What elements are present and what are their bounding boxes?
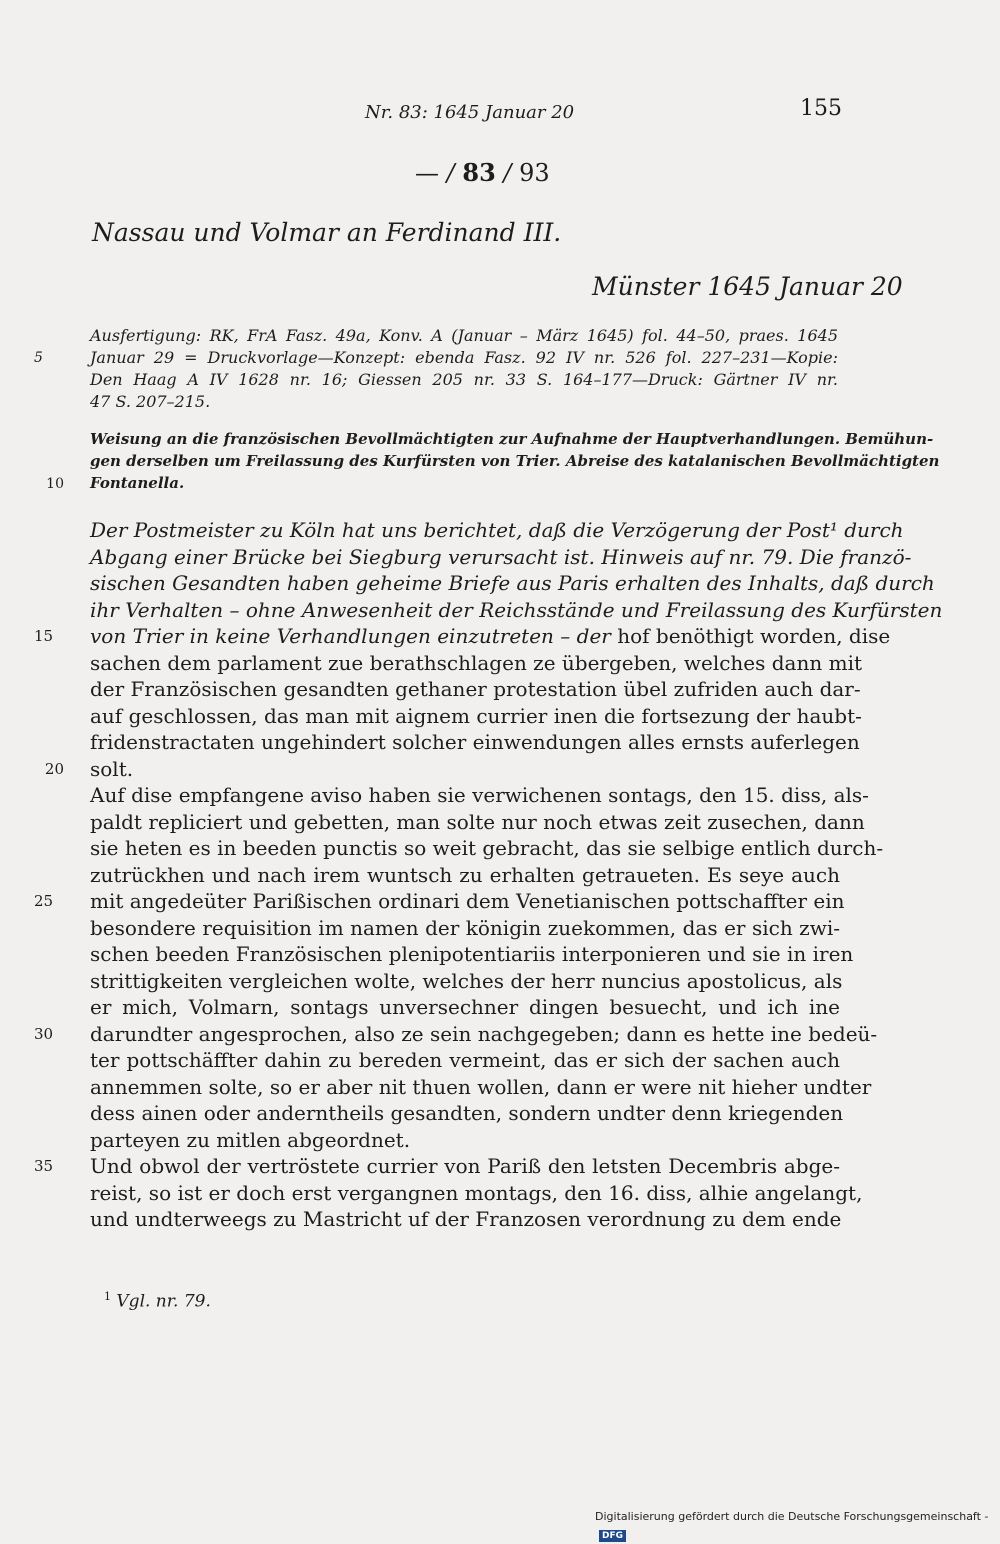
body-line: 15 von Trier in keine Verhandlungen einzutreten – der hof benöthigt worden, dise — [34, 624, 891, 648]
body-line: sachen dem parlament zue berathschlagen ze übergeben, welches dann mit — [90, 650, 863, 675]
line-number: 10 — [46, 476, 64, 492]
body-line: 35 Und obwol der vertröstete currier von Pariß den letsten Decembris abge- — [34, 1154, 840, 1178]
body-line: sischen Gesandten haben geheime Briefe aus Paris erhalten des Inhalts, daß durch — [90, 571, 935, 595]
body-line: ter pottschäffter dahin zu bereden vermeint, das er sich der sachen auch — [90, 1048, 840, 1072]
funding-notice — [595, 1506, 1000, 1541]
dfg-logo: DFG — [599, 1530, 626, 1542]
doc-number-dash: — — [415, 159, 439, 187]
body-line: 20 solt. — [90, 757, 133, 781]
source-line: 47 S. 207–215. — [90, 392, 211, 411]
footnote-mark: 1 — [104, 1290, 111, 1303]
body-line: er mich, Volmarn, sontags unversechner dingen besuecht, und ich ine — [90, 995, 840, 1019]
footnote — [104, 1290, 211, 1312]
body-line: besondere requisition im namen der königin zuekommen, das er sich zwi- — [90, 915, 840, 940]
regest-line: gen derselben um Freilassung des Kurfürsten von Trier. Abreise des katalanischen Bevollmächtigten — [90, 452, 940, 470]
body-line: Der Postmeister zu Köln hat uns berichtet, daß die Verzögerung der Post¹ durch — [90, 518, 904, 542]
running-title: Nr. 83: 1645 Januar 20 — [365, 102, 575, 123]
line-number: 25 — [34, 892, 54, 910]
line-number: 15 — [34, 627, 54, 645]
body-line: Auf dise empfangene aviso haben sie verwichenen sontags, den 15. diss, als- — [90, 783, 869, 807]
body-line: reist, so ist er doch erst vergangnen montags, den 16. diss, alhie angelangt, — [90, 1180, 863, 1205]
doc-number-separator: / — [446, 159, 455, 187]
running-head — [0, 96, 1000, 132]
regest-line: Weisung an die französischen Bevollmächtigten zur Aufnahme der Hauptverhandlungen. Bemühun- — [90, 430, 934, 448]
source-line: Den Haag A IV 1628 nr. 16; Giessen 205 nr. 33 S. 164–177—Druck: Gärtner IV nr. — [90, 370, 838, 389]
source-line: 5 Januar 29 = Druckvorlage—Konzept: ebenda Fasz. 92 IV nr. 526 fol. 227–231—Kopie: — [34, 348, 838, 367]
body-line: Abgang einer Brücke bei Siegburg verursacht ist. Hinweis auf nr. 79. Die franzö- — [90, 544, 912, 569]
body-line: dess ainen oder anderntheils gesandten, sondern undter denn kriegenden — [90, 1101, 844, 1125]
body-line: und undterweegs zu Mastricht uf der Franzosen verordnung zu dem ende — [90, 1207, 842, 1231]
footnote-text: Vgl. nr. 79. — [116, 1291, 211, 1312]
body-line: fridenstractaten ungehindert solcher einwendungen alles ernsts auferlegen — [90, 730, 860, 754]
body-line: auf geschlossen, das man mit aignem currier inen die fortsezung der haubt- — [90, 703, 862, 728]
doc-number-primary: 83 — [462, 158, 496, 187]
funding-text: Digitalisierung gefördert durch die Deutsche Forschungsgemeinschaft - — [595, 1510, 989, 1523]
place-date: Münster 1645 Januar 20 — [592, 272, 903, 301]
line-number: 35 — [34, 1157, 54, 1175]
source-line: Ausfertigung: RK, FrA Fasz. 49a, Konv. A (Januar – März 1645) fol. 44–50, praes. 1645 — [90, 326, 838, 345]
page-number: 155 — [800, 96, 842, 121]
body-line: schen beeden Französischen plenipotentiariis interponieren und sie in iren — [90, 942, 854, 966]
document-number — [415, 158, 550, 187]
body-line: zutrückhen und nach irem wuntsch zu erhalten getraueten. Es seye auch — [90, 862, 840, 887]
line-number: 20 — [44, 759, 64, 778]
body-line: ihr Verhalten – ohne Anwesenheit der Reichsstände und Freilassung des Kurfürsten — [90, 597, 943, 622]
regest-line: 10 Fontanella. — [90, 474, 184, 492]
doc-number-separator: / — [503, 159, 512, 187]
body-line: paldt repliciert und gebetten, man solte nur noch etwas zeit zusechen, dann — [90, 809, 865, 834]
body-line: sie heten es in beeden punctis so weit gebracht, das sie selbige entlich durch- — [90, 836, 884, 860]
body-line: 25 mit angedeüter Parißischen ordinari dem Venetianischen pottschaffter ein — [34, 889, 845, 913]
document-title: Nassau und Volmar an Ferdinand III. — [92, 218, 562, 247]
body-line: 30 darundter angesprochen, also ze sein nachgegeben; dann es hette ine bedeü- — [34, 1021, 878, 1046]
body-line: der Französischen gesandten gethaner protestation übel zufriden auch dar- — [90, 677, 861, 701]
body-line: annemmen solte, so er aber nit thuen wollen, dann er were nit hieher undter — [90, 1074, 872, 1099]
doc-number-secondary: 93 — [519, 159, 550, 187]
body-line: strittigkeiten vergleichen wolte, welches der herr nuncius apostolicus, als — [90, 968, 843, 993]
line-number: 5 — [34, 350, 43, 366]
body-line: parteyen zu mitlen abgeordnet. — [90, 1127, 411, 1152]
line-number: 30 — [34, 1024, 54, 1043]
